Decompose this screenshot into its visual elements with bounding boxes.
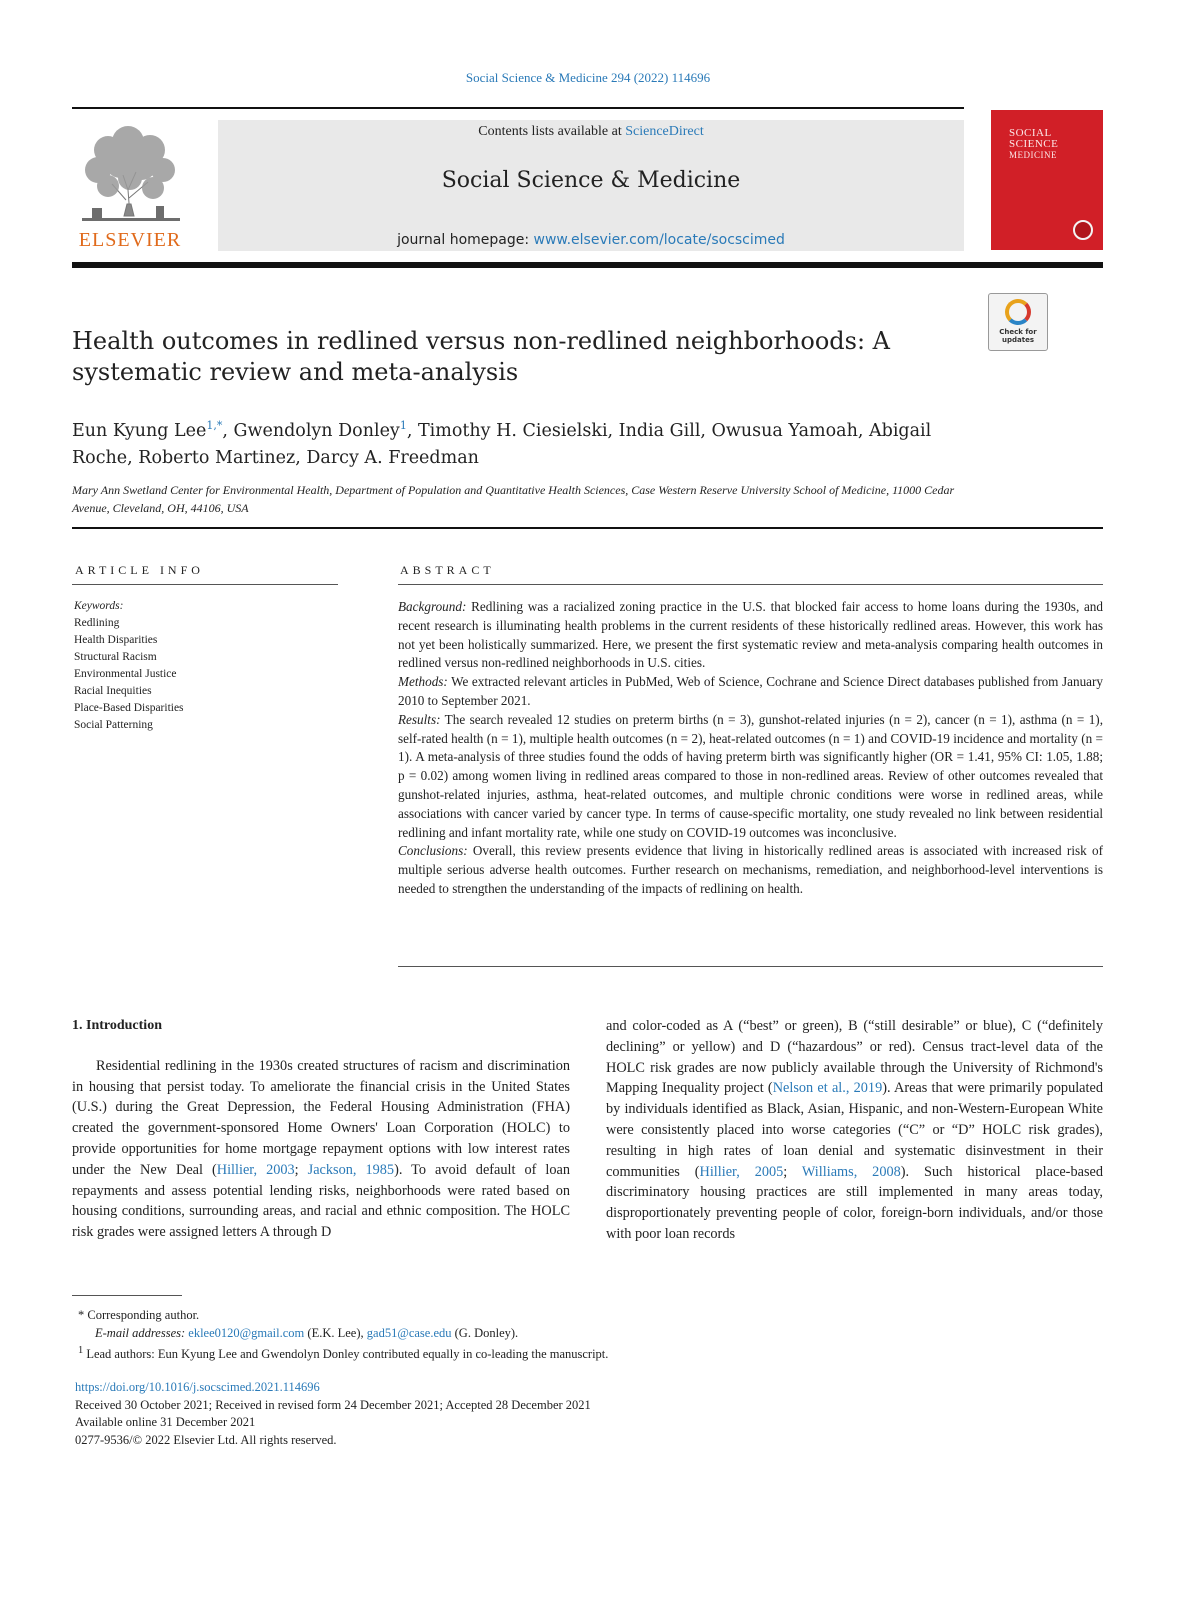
abstract-heading: ABSTRACT xyxy=(400,563,495,577)
body-text: ). Areas that were primarily populated by individuals identified as Black, Asian, Hispanic, and non-Western-European White were consistently placed into worse categories (“C” or “D” HOLC risk grades), resulting in high rates of loan denial and systematic disinvestment in their communities ( xyxy=(606,1080,1103,1180)
doi-link[interactable]: https://doi.org/10.1016/j.socscimed.2021.114696 xyxy=(75,1380,320,1394)
footnote-text: (G. Donley). xyxy=(451,1326,519,1340)
homepage-link[interactable]: www.elsevier.com/locate/socscimed xyxy=(533,232,785,248)
cover-title-line: SOCIAL xyxy=(1009,127,1052,139)
cover-title-line: SCIENCE xyxy=(1009,138,1059,150)
article-info-rule xyxy=(72,584,338,585)
footnote-text: Corresponding author. xyxy=(84,1308,200,1322)
check-updates-line: updates xyxy=(1002,336,1034,344)
publication-meta xyxy=(75,1379,975,1449)
footnote-corresponding xyxy=(78,1306,878,1324)
keyword-item: Racial Inequities xyxy=(74,685,152,697)
footnote-label: E-mail addresses: xyxy=(95,1326,186,1340)
intro-paragraph xyxy=(72,1056,570,1243)
article-info-heading: ARTICLE INFO xyxy=(75,563,204,577)
running-head[interactable]: Social Science & Medicine 294 (2022) 114696 xyxy=(465,70,711,85)
header-rule xyxy=(72,107,964,109)
check-updates-line: Check for xyxy=(999,328,1037,336)
author-name: , Gwendolyn Donley xyxy=(222,420,400,441)
section-heading: 1. Introduction xyxy=(72,1018,162,1033)
abstract-results xyxy=(398,711,1103,843)
footnote-text: Lead authors: Eun Kyung Lee and Gwendolyn Donley contributed equally in co-leading the manuscript. xyxy=(83,1347,609,1362)
author-name: Eun Kyung Lee xyxy=(72,420,207,441)
journal-title: Social Science & Medicine xyxy=(441,168,741,193)
contents-prefix: Contents lists available at xyxy=(478,124,622,139)
citation-link[interactable]: Hillier, 2003 xyxy=(216,1161,295,1178)
tree-emblem-icon xyxy=(68,120,193,252)
body-text: ; xyxy=(294,1161,308,1178)
abstract-bottom-rule xyxy=(398,966,1103,967)
abstract-label: Conclusions: xyxy=(398,843,468,859)
available-online: Available online 31 December 2021 xyxy=(75,1415,256,1429)
abstract-label: Background: xyxy=(398,599,467,614)
authors-rule xyxy=(72,527,1103,529)
abstract-text: We extracted relevant articles in PubMed, Web of Science, Cochrane and Science Direct databases published from January 2010 to September 2021. xyxy=(398,674,1103,708)
author-list xyxy=(72,412,982,472)
author-name: , Timothy H. Ciesielski, India Gill, Owusua Yamoah, Abigail Roche, Roberto Martinez, Darcy A. Freedman xyxy=(72,420,932,468)
abstract-background xyxy=(398,598,1103,673)
cover-title xyxy=(1009,128,1099,161)
check-for-updates-button[interactable] xyxy=(988,293,1048,351)
intro-column-right xyxy=(606,1016,1103,1245)
footnote-lead-authors xyxy=(78,1342,878,1363)
footnote-marker: * xyxy=(78,1308,85,1322)
intro-paragraph xyxy=(606,1016,1103,1245)
journal-cover[interactable] xyxy=(991,110,1103,250)
body-text: ; xyxy=(783,1163,802,1180)
abstract-label: Results: xyxy=(398,711,441,727)
check-updates-icon xyxy=(1005,299,1031,325)
copyright-line: 0277-9536/© 2022 Elsevier Ltd. All rights reserved. xyxy=(75,1432,337,1447)
affiliation: Mary Ann Swetland Center for Environmental Health, Department of Population and Quantitative Health Sciences, Case Western Reserve University School of Medicine, 11000 Cedar Avenue, Cleveland, OH, 44106, USA xyxy=(72,483,955,515)
body-text: ). To avoid default of loan repayments and assess potential lending risks, neighborhoods were rated based on housing conditions, surrounding areas, and racial and ethnic composition. The HOLC risk grades were assigned letters A through D xyxy=(72,1161,570,1241)
banner-rule xyxy=(72,262,1103,268)
keyword-item: Place-Based Disparities xyxy=(74,702,184,714)
body-text: ). Such historical place-based discriminatory housing practices are still implemented in many areas today, disproportionately preventing people of color, foreign-born individuals, and/or those with poor loan records xyxy=(606,1163,1103,1242)
body-text: Residential redlining in the 1930s created structures of racism and discrimination in housing that persist today. To ameliorate the financial crisis in the United States (U.S.) during the Great Depression, the Federal Housing Administration (FHA) created the government-sponsored Home Owners' Loan Corporation (HOLC) to provide opportunities for home mortgage repayment options with low interest rates under the New Deal ( xyxy=(72,1057,570,1178)
email-link[interactable]: gad51@case.edu xyxy=(366,1326,452,1340)
sciencedirect-link[interactable]: ScienceDirect xyxy=(625,124,704,139)
homepage-prefix: journal homepage: xyxy=(397,232,530,248)
publisher-wordmark: ELSEVIER xyxy=(78,229,182,251)
author-marker[interactable]: 1 xyxy=(399,419,407,432)
abstract-body xyxy=(398,598,1103,899)
keyword-item: Redlining xyxy=(74,617,120,629)
abstract-rule xyxy=(398,584,1103,585)
cover-seal-icon xyxy=(1073,220,1093,240)
body-text: and color-coded as A (“best” or green), B (“still desirable” or blue), C (“definitely declining” or yellow) and D (“hazardous” or red). Census tract-level data of the HOLC risk grades are now publicly available through the University of Richmond's Mapping Inequality project ( xyxy=(606,1018,1103,1097)
keyword-item: Environmental Justice xyxy=(74,668,177,680)
footnotes xyxy=(78,1306,878,1363)
footnote-rule xyxy=(72,1295,182,1296)
citation-link[interactable]: Nelson et al., 2019 xyxy=(772,1080,883,1097)
check-updates-label xyxy=(989,328,1047,344)
email-link[interactable]: eklee0120@gmail.com xyxy=(188,1326,305,1340)
homepage-line xyxy=(218,232,964,248)
footnote-text: (E.K. Lee), xyxy=(304,1326,367,1340)
keyword-item: Social Patterning xyxy=(74,719,153,731)
abstract-label: Methods: xyxy=(398,674,448,690)
citation-link[interactable]: Hillier, 2005 xyxy=(699,1163,784,1180)
cover-title-line: MEDICINE xyxy=(1009,150,1057,160)
abstract-text: Overall, this review presents evidence that living in historically redlined areas is associated with increased risk of multiple serious adverse health outcomes. Further research on mechanisms, remediation, and neighborhood-level interventions is needed to strengthen the understanding of the impacts of redlining on health. xyxy=(398,843,1103,896)
abstract-methods xyxy=(398,673,1103,711)
contents-line xyxy=(218,124,964,140)
abstract-text: Redlining was a racialized zoning practice in the U.S. that blocked fair access to home loans during the 1930s, and recent research is illuminating health problems in the current residents of these historically redlined areas. However, this work has not yet been holistically summarized. Here, we present the first systematic review and meta-analysis comparing health outcomes in redlined versus non-redlined neighborhoods in U.S. cities. xyxy=(398,599,1103,671)
author-marker[interactable]: 1,* xyxy=(206,419,223,432)
keywords-block xyxy=(74,598,344,734)
intro-column-left xyxy=(72,1016,570,1243)
footnote-emails xyxy=(78,1324,878,1342)
abstract-text: The search revealed 12 studies on preterm births (n = 3), gunshot-related injuries (n = 2), cancer (n = 1), asthma (n = 1), self-rated health (n = 1), multiple health outcomes (n = 2), heat-related outcomes (n = 1) and COVID-19 incidence and mortality (n = 1). A meta-analysis of three studies found the odds of having preterm birth was significantly higher (OR = 1.41, 95% CI: 1.05, 1.88; p = 0.02) among women living in redlined areas compared to those in non-redlined areas. Review of other outcomes revealed that gunshot-related injuries, asthma, heat-related outcomes, and multiple chronic conditions were worse in redlined areas, while associations with cancer varied by cancer type. In terms of cause-specific mortality, one study revealed no link between residential redlining and infant mortality rate, while one study on COVID-19 outcomes was inconclusive. xyxy=(398,711,1103,840)
article-title: Health outcomes in redlined versus non-redlined neighborhoods: A systematic review and meta-analysis xyxy=(72,327,890,386)
citation-link[interactable]: Williams, 2008 xyxy=(801,1163,901,1180)
publisher-logo xyxy=(68,120,193,252)
history-dates: Received 30 October 2021; Received in revised form 24 December 2021; Accepted 28 December 2021 xyxy=(75,1397,591,1412)
keyword-item: Structural Racism xyxy=(74,651,157,663)
abstract-conclusions xyxy=(398,842,1103,898)
footnote-marker: 1 xyxy=(78,1345,84,1356)
citation-link[interactable]: Jackson, 1985 xyxy=(307,1161,395,1178)
keyword-item: Health Disparities xyxy=(74,634,158,646)
keywords-label: Keywords: xyxy=(74,600,124,612)
